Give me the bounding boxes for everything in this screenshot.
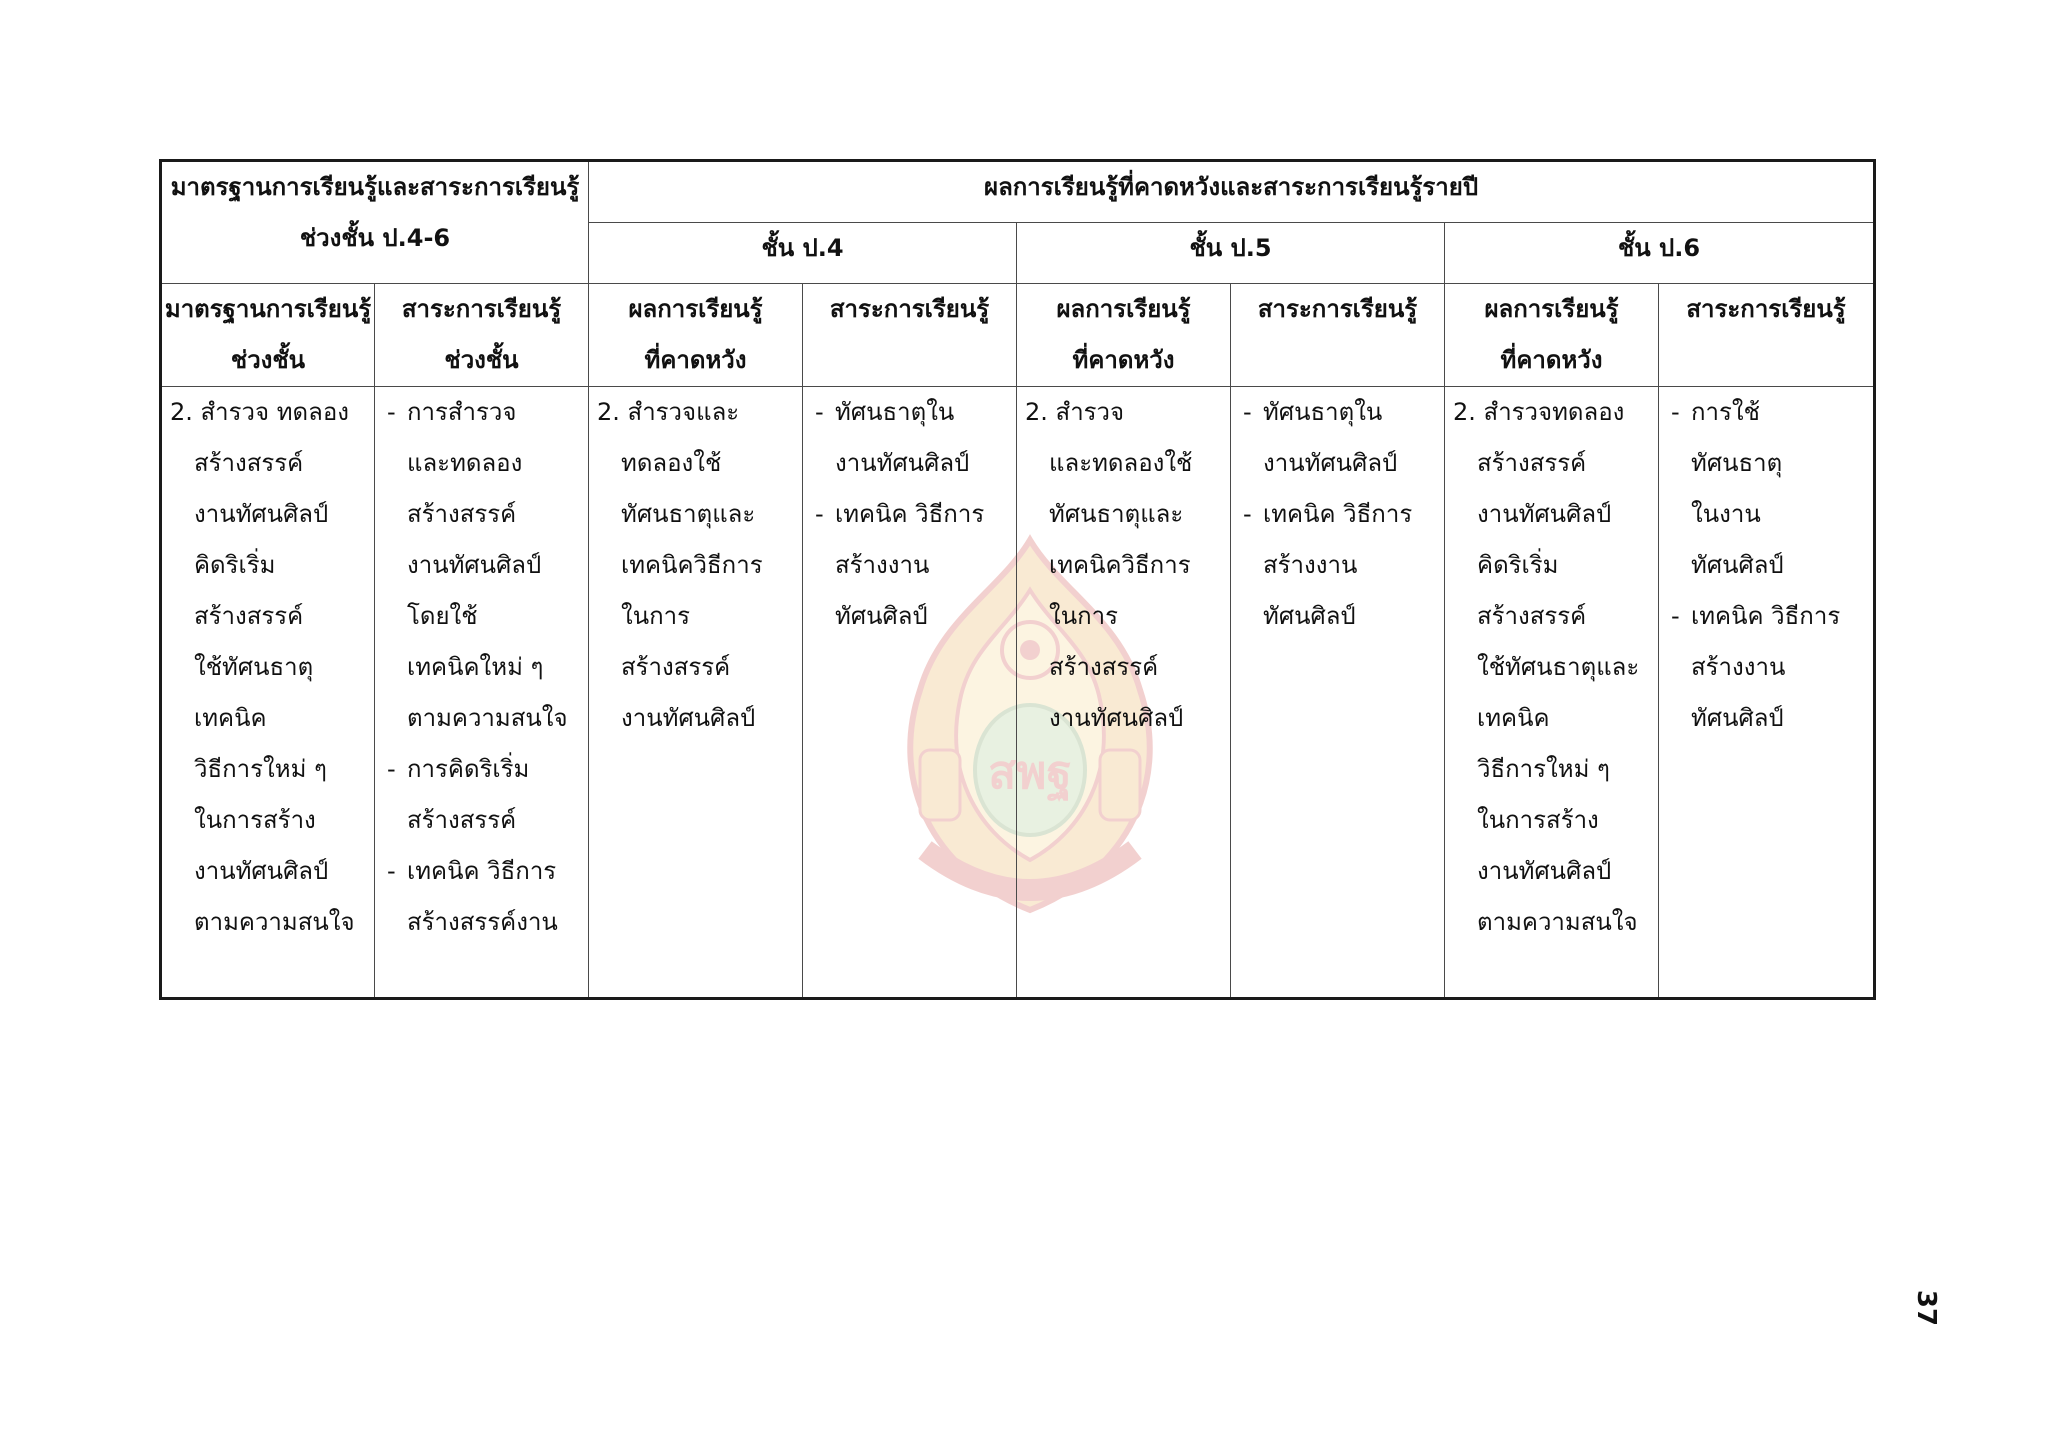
bullet-dash: - — [1671, 398, 1680, 426]
svg-text:สพฐ: สพฐ — [988, 745, 1072, 799]
cell-p4-content: - ทัศนธาตุใน งานทัศนศิลป์ - เทคนิค วิธีการ สร้างงาน ทัศนศิลป์ — [803, 387, 1017, 999]
sub-header-standard: มาตรฐานการเรียนรู้ ช่วงชั้น — [161, 284, 375, 387]
cell-p4-outcome: 2. สำรวจและ ทดลองใช้ ทัศนธาตุและ เทคนิควิธีการ ในการ สร้างสรรค์ งานทัศนศิลป์ — [589, 387, 803, 999]
sub-header-p5-content: สาระการเรียนรู้ — [1231, 284, 1445, 387]
sub-header-p6-outcome: ผลการเรียนรู้ ที่คาดหวัง — [1445, 284, 1659, 387]
sub-header-p4-outcome: ผลการเรียนรู้ ที่คาดหวัง — [589, 284, 803, 387]
bullet-dash: - — [815, 500, 824, 528]
body-row — [161, 387, 1875, 999]
grade-header-p4: ชั้น ป.4 — [589, 223, 1017, 284]
cell-p5-outcome: 2. สำรวจ และทดลองใช้ ทัศนธาตุและ เทคนิควิธีการ ในการ สร้างสรรค์ งานทัศนศิลป์ — [1017, 387, 1231, 999]
bullet-dash: - — [1243, 500, 1252, 528]
bullet-dash: - — [815, 398, 824, 426]
page-number: 37 — [1911, 1289, 1941, 1327]
standards-group-header — [161, 161, 589, 284]
header-row-3 — [161, 284, 1875, 387]
yearly-group-header: ผลการเรียนรู้ที่คาดหวังและสาระการเรียนรู้รายปี — [589, 161, 1875, 223]
sub-header-p5-outcome: ผลการเรียนรู้ ที่คาดหวัง — [1017, 284, 1231, 387]
cell-p5-content: - ทัศนธาตุใน งานทัศนศิลป์ - เทคนิค วิธีการ สร้างงาน ทัศนศิลป์ — [1231, 387, 1445, 999]
bullet-dash: - — [387, 398, 396, 426]
cell-p6-content: - การใช้ ทัศนธาตุ ในงาน ทัศนศิลป์ - เทคนิค วิธีการ สร้างงาน ทัศนศิลป์ — [1659, 387, 1875, 999]
bullet-dash: - — [387, 857, 396, 885]
sub-header-p6-content: สาระการเรียนรู้ — [1659, 284, 1875, 387]
sub-header-p4-content: สาระการเรียนรู้ — [803, 284, 1017, 387]
bullet-dash: - — [387, 755, 396, 783]
grade-header-p5: ชั้น ป.5 — [1017, 223, 1445, 284]
sub-header-content: สาระการเรียนรู้ ช่วงชั้น — [375, 284, 589, 387]
standards-group-header-line2: ช่วงชั้น ป.4-6 — [299, 224, 451, 252]
header-row-1 — [161, 161, 1875, 223]
standards-group-header-line1: มาตรฐานการเรียนรู้และสาระการเรียนรู้ — [170, 173, 580, 201]
grade-header-p6: ชั้น ป.6 — [1445, 223, 1875, 284]
bullet-dash: - — [1243, 398, 1252, 426]
cell-standard: 2. สำรวจ ทดลอง สร้างสรรค์ งานทัศนศิลป์ คิดริเริ่ม สร้างสรรค์ ใช้ทัศนธาตุ เทคนิค วิธีการใหม่ ๆ ในการสร้าง งานทัศนศิลป์ ตามความสนใจ — [161, 387, 375, 999]
curriculum-table — [159, 159, 1876, 1000]
bullet-dash: - — [1671, 602, 1680, 630]
cell-standard-content: - การสำรวจ และทดลอง สร้างสรรค์ งานทัศนศิลป์ โดยใช้ เทคนิคใหม่ ๆ ตามความสนใจ - การคิดริเริ่ม สร้างสรรค์ - เทคนิค วิธีการ สร้างสรรค์งาน — [375, 387, 589, 999]
cell-p6-outcome: 2. สำรวจทดลอง สร้างสรรค์ งานทัศนศิลป์ คิดริเริ่ม สร้างสรรค์ ใช้ทัศนธาตุและ เทคนิค วิธีการใหม่ ๆ ในการสร้าง งานทัศนศิลป์ ตามความสนใจ — [1445, 387, 1659, 999]
